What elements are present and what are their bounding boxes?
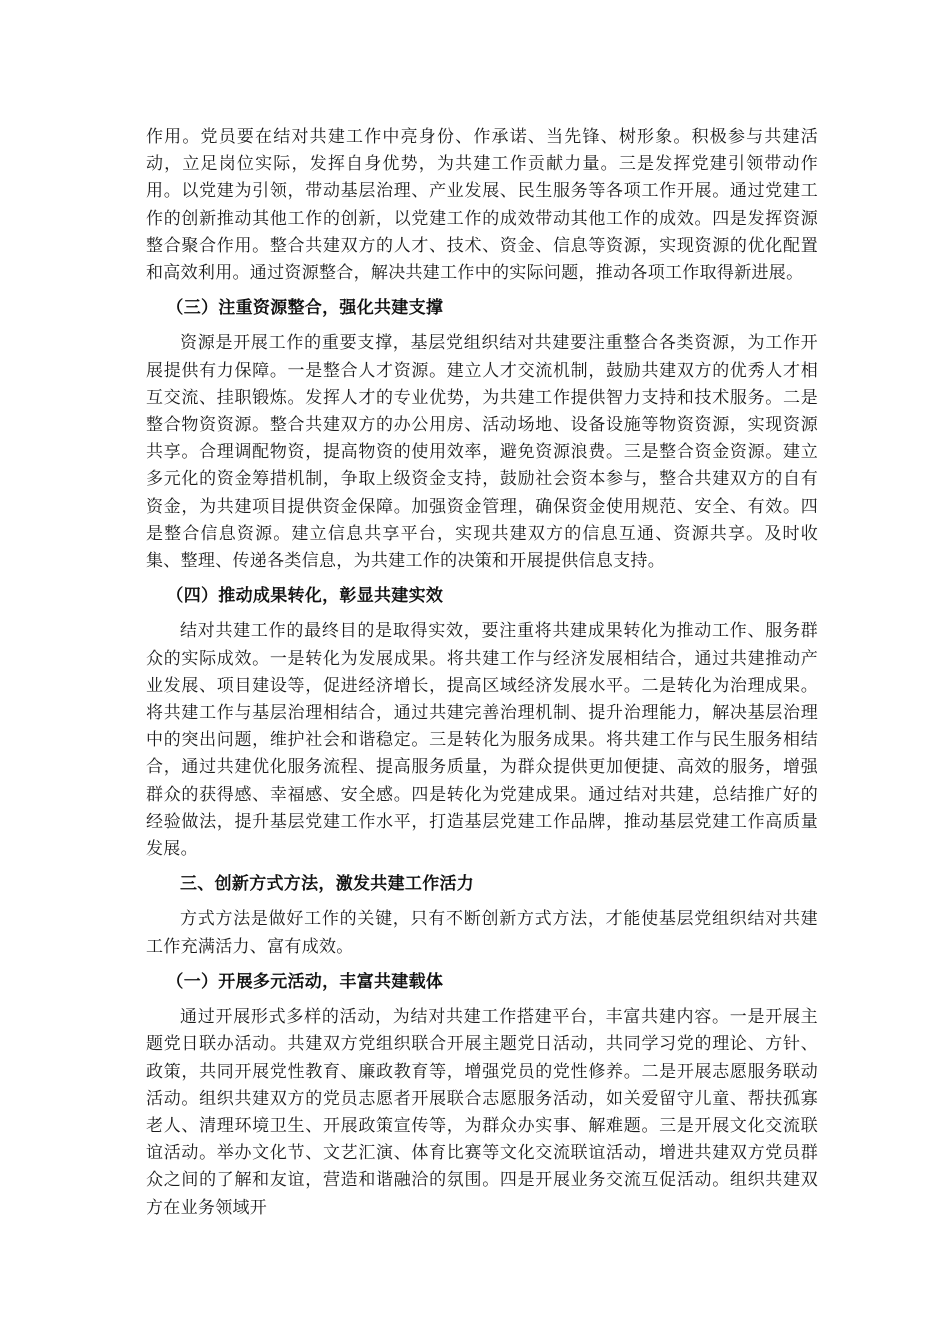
paragraph-diverse-activities: 通过开展形式多样的活动，为结对共建工作搭建平台，丰富共建内容。一是开展主题党日联办活动。共建双方党组织联合开展主题党日活动，共同学习党的理论、方针、政策，共同开展党性教育、廉政教育等，增强党员的党性修养。二是开展志愿服务联动活动。组织共建双方的党员志愿者开展联合志愿服务活动，如关爱留守儿童、帮扶孤寡老人、清理环境卫生、开展政策宣传等，为群众办实事、解难题。三是开展文化交流联谊活动。举办文化节、文艺汇演、体育比赛等文化交流联谊活动，增进共建双方党员群众之间的了解和友谊，营造和谐融洽的氛围。四是开展业务交流互促活动。组织共建双方在业务领域开 <box>146 1007 818 1218</box>
paragraph-innovation: 方式方法是做好工作的关键，只有不断创新方式方法，才能使基层党组织结对共建工作充满活力、富有成效。 <box>146 909 818 957</box>
paragraph-result-transformation: 结对共建工作的最终目的是取得实效，要注重将共建成果转化为推动工作、服务群众的实际成效。一是转化为发展成果。将共建工作与经济发展相结合，通过共建推动产业发展、项目建设等，促进经济增长，提高区域经济发展水平。二是转化为治理成果。将共建工作与基层治理相结合，通过共建完善治理机制、提升治理能力，解决基层治理中的突出问题，维护社会和谐稳定。三是转化为服务成果。将共建工作与民生服务相结合，通过共建优化服务流程、提高服务质量，为群众提供更加便捷、高效的服务，增强群众的获得感、幸福感、安全感。四是转化为党建成果。通过结对共建，总结推广好的经验做法，提升基层党建工作水平，打造基层党建工作品牌，推动基层党建工作高质量发展。 <box>146 621 818 860</box>
paragraph-resource-integration: 资源是开展工作的重要支撑，基层党组织结对共建要注重整合各类资源，为工作开展提供有力保障。一是整合人才资源。建立人才交流机制，鼓励共建双方的优秀人才相互交流、挂职锻炼。发挥人才的专业优势，为共建工作提供智力支持和技术服务。二是整合物资资源。整合共建双方的办公用房、活动场地、设备设施等物资资源，实现资源共享。合理调配物资，提高物资的使用效率，避免资源浪费。三是整合资金资源。建立多元化的资金筹措机制，争取上级资金支持，鼓励社会资本参与，整合共建双方的自有资金，为共建项目提供资金保障。加强资金管理，确保资金使用规范、安全、有效。四是整合信息资源。建立信息共享平台，实现共建双方的信息互通、资源共享。及时收集、整理、传递各类信息，为共建工作的决策和开展提供信息支持。 <box>146 333 818 572</box>
section-heading-innovation: 三、创新方式方法，激发共建工作活力 <box>180 874 475 895</box>
subheading-result-transformation: （四）推动成果转化，彰显共建实效 <box>166 586 444 607</box>
document-body <box>146 124 818 1230</box>
paragraph-intro: 作用。党员要在结对共建工作中亮身份、作承诺、当先锋、树形象。积极参与共建活动，立足岗位实际，发挥自身优势，为共建工作贡献力量。三是发挥党建引领带动作用。以党建为引领，带动基层治理、产业发展、民生服务等各项工作开展。通过党建工作的创新推动其他工作的创新，以党建工作的成效带动其他工作的成效。四是发挥资源整合聚合作用。整合共建双方的人才、技术、资金、信息等资源，实现资源的优化配置和高效利用。通过资源整合，解决共建工作中的实际问题，推动各项工作取得新进展。 <box>146 127 818 284</box>
subheading-diverse-activities: （一）开展多元活动，丰富共建载体 <box>166 971 444 992</box>
subheading-resource-integration: （三）注重资源整合，强化共建支撑 <box>166 298 444 319</box>
